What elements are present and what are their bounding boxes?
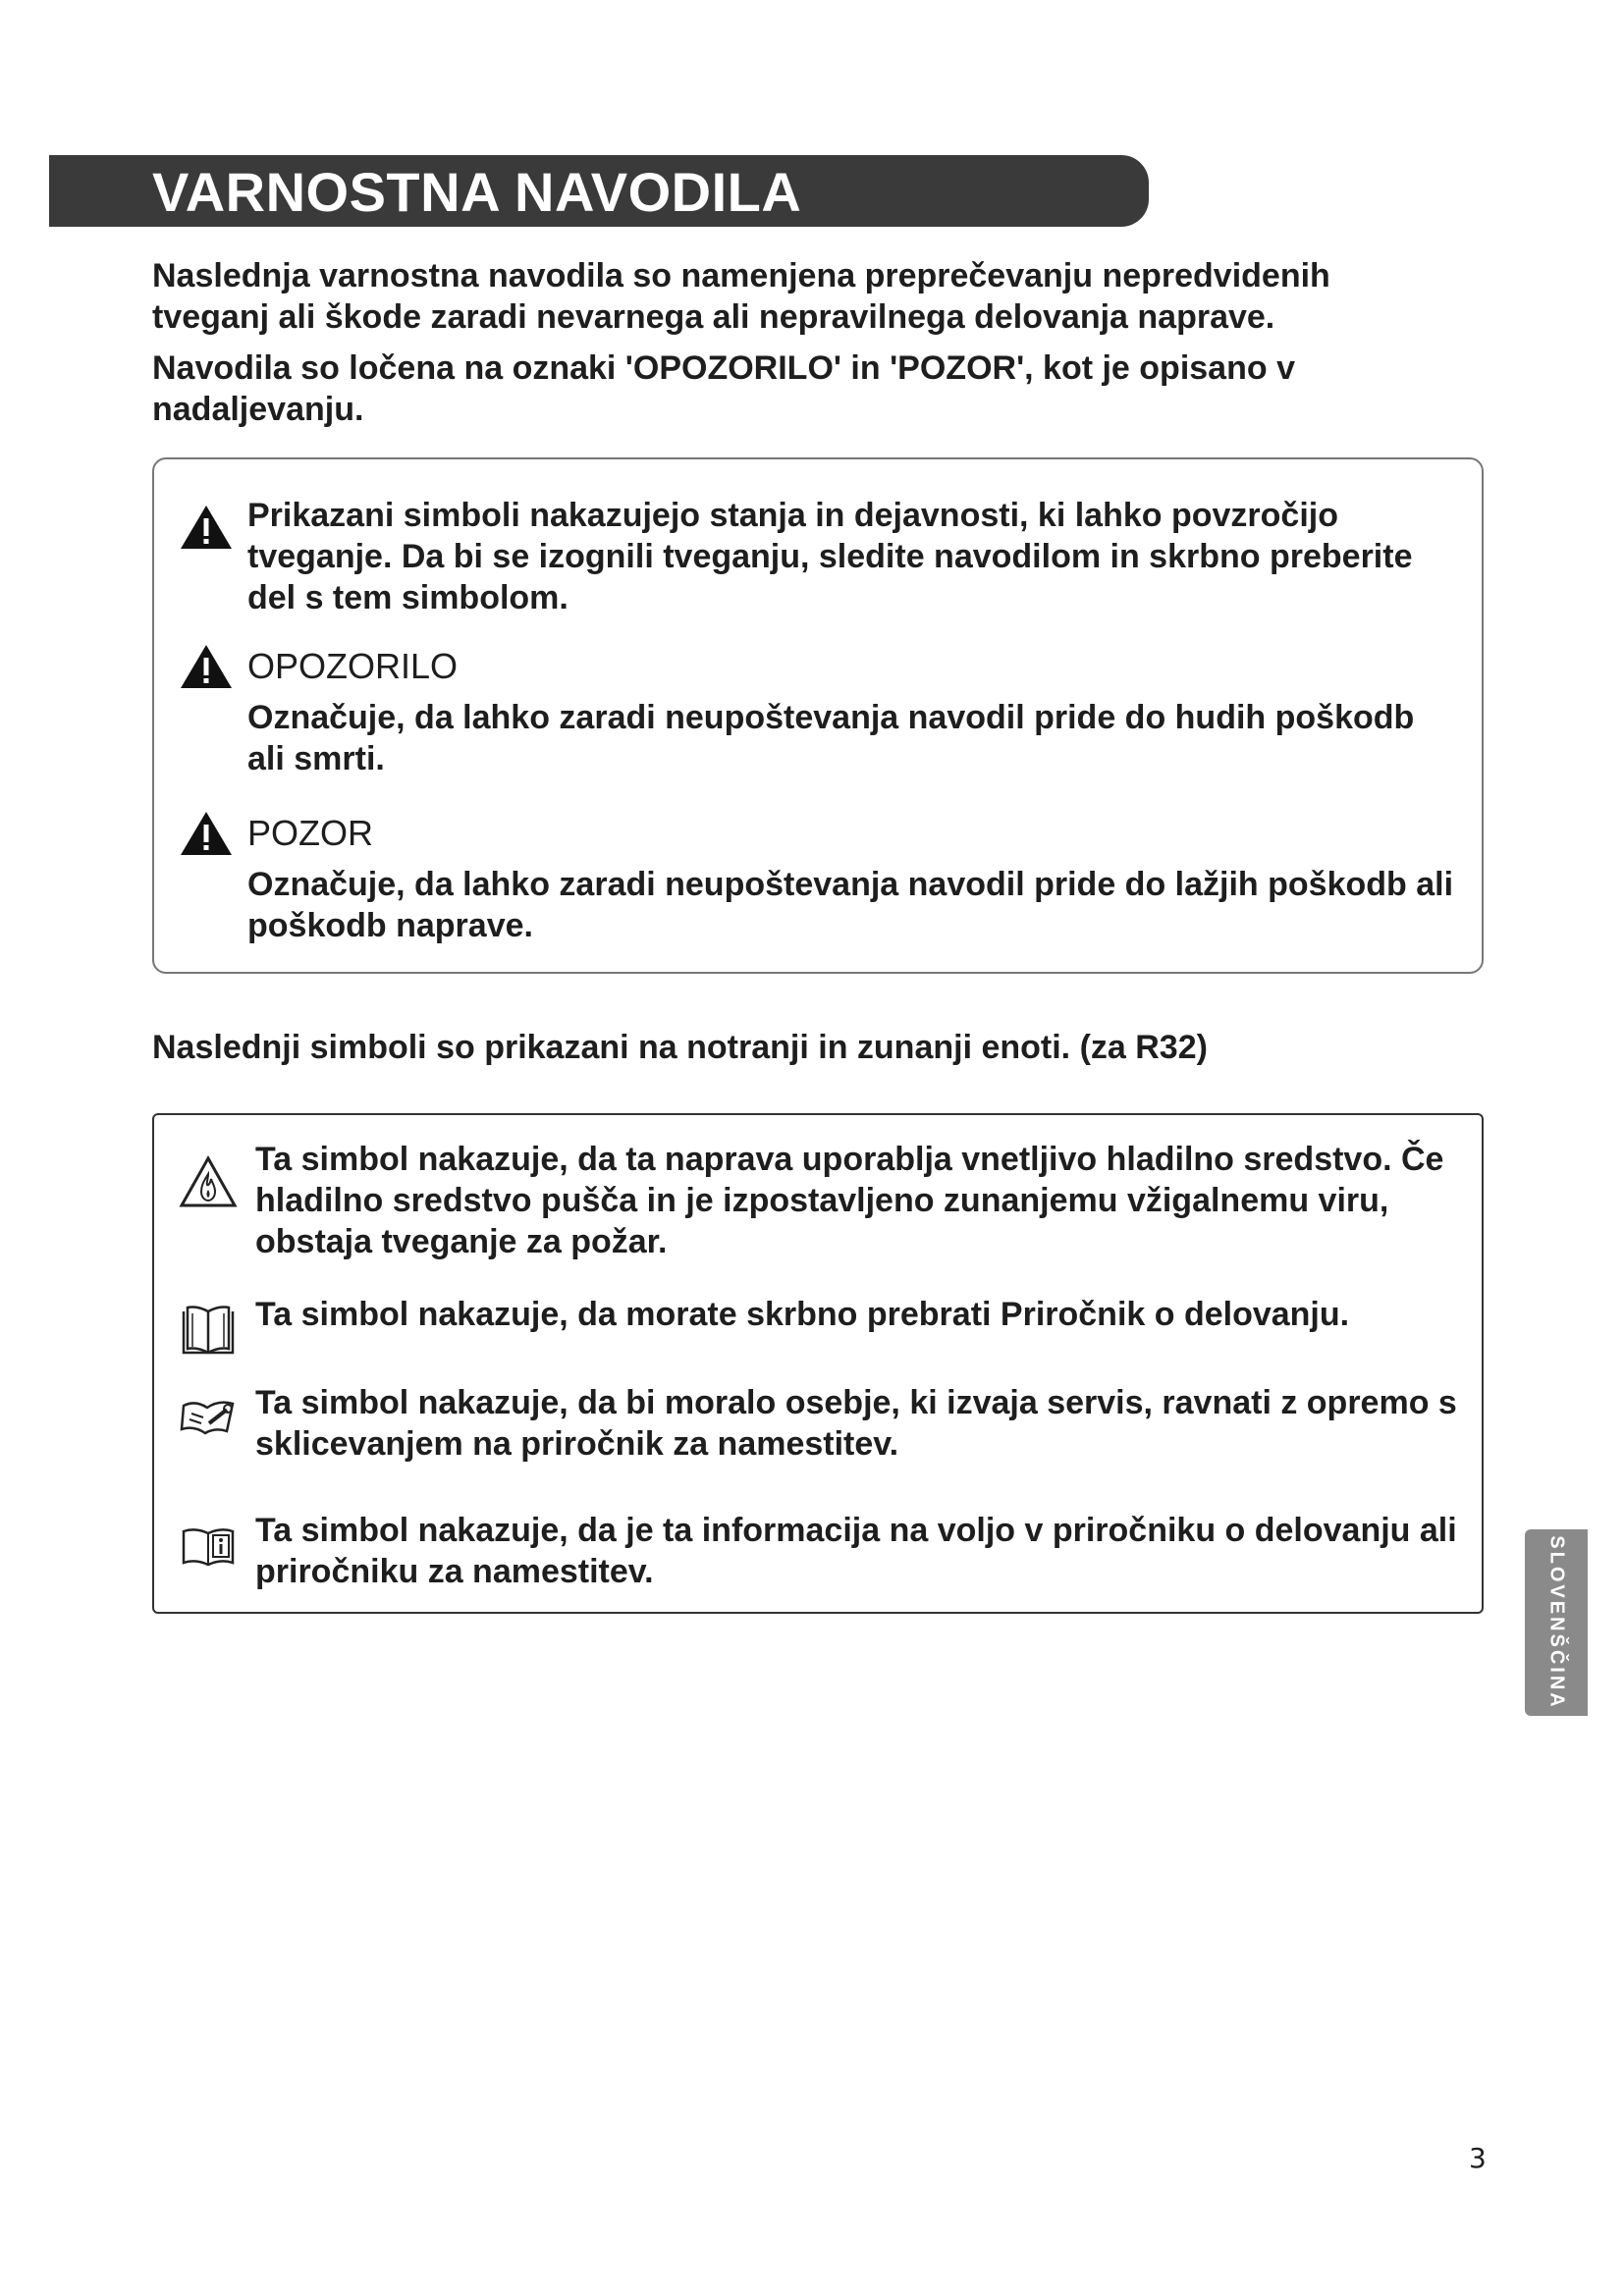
symbol-text-service: Ta simbol nakazuje, da bi moralo osebje, ki izvaja servis, ravnati z opremo s sklicevanjem na priročnik za namestitev. — [255, 1384, 1457, 1463]
warning-triangle-icon — [179, 642, 234, 691]
flammable-warning-icon — [178, 1152, 239, 1213]
warning-triangle-icon — [179, 809, 234, 858]
page-title: VARNOSTNA NAVODILA — [152, 161, 802, 223]
symbols-heading: Naslednji simboli so prikazani na notranji in zunanji enoti. (za R32) — [152, 1029, 1208, 1066]
intro-paragraph-1: Naslednja varnostna navodila so namenjena preprečevanju nepredvidenih tveganj ali škode zaradi nevarnega ali nepravilnega delovanja naprave. — [152, 257, 1330, 336]
opozorilo-label: OPOZORILO — [247, 646, 459, 686]
intro-paragraph-2: Navodila so ločena na oznaki 'OPOZORILO' in 'POZOR', kot je opisano v nadaljevanju. — [152, 349, 1295, 428]
symbol-text-flammable: Ta simbol nakazuje, da ta naprava uporablja vnetljivo hladilno sredstvo. Če hladilno sredstvo pušča in je izpostavljeno zunanjemu vžigalnemu viru, obstaja tveganje za požar. — [255, 1141, 1444, 1260]
symbol-text-info: Ta simbol nakazuje, da je ta informacija na voljo v priročniku o delovanju ali priročniku za namestitev. — [255, 1512, 1457, 1590]
general-warning-text: Prikazani simboli nakazujejo stanja in dejavnosti, ki lahko povzročijo tveganje. Da bi se izognili tveganju, sledite navodilom in skrbno preberite del s tem simbolom. — [247, 497, 1413, 616]
symbol-text-manual: Ta simbol nakazuje, da morate skrbno prebrati Priročnik o delovanju. — [255, 1296, 1350, 1333]
service-manual-icon — [178, 1384, 239, 1445]
warning-definitions-box — [152, 457, 1484, 974]
symbols-box — [152, 1113, 1484, 1614]
page-number: 3 — [1469, 2142, 1487, 2174]
opozorilo-text: Označuje, da lahko zaradi neupoštevanja navodil pride do hudih poškodb ali smrti. — [247, 699, 1415, 777]
pozor-label: POZOR — [247, 813, 374, 853]
manual-book-icon — [178, 1300, 239, 1361]
info-manual-icon — [178, 1514, 239, 1575]
pozor-text: Označuje, da lahko zaradi neupoštevanja navodil pride do lažjih poškodb ali poškodb naprave. — [247, 866, 1454, 944]
language-tab-label: SLOVENŠČINA — [1545, 1535, 1568, 1710]
language-tab — [1525, 1529, 1588, 1716]
warning-triangle-icon — [179, 503, 234, 552]
